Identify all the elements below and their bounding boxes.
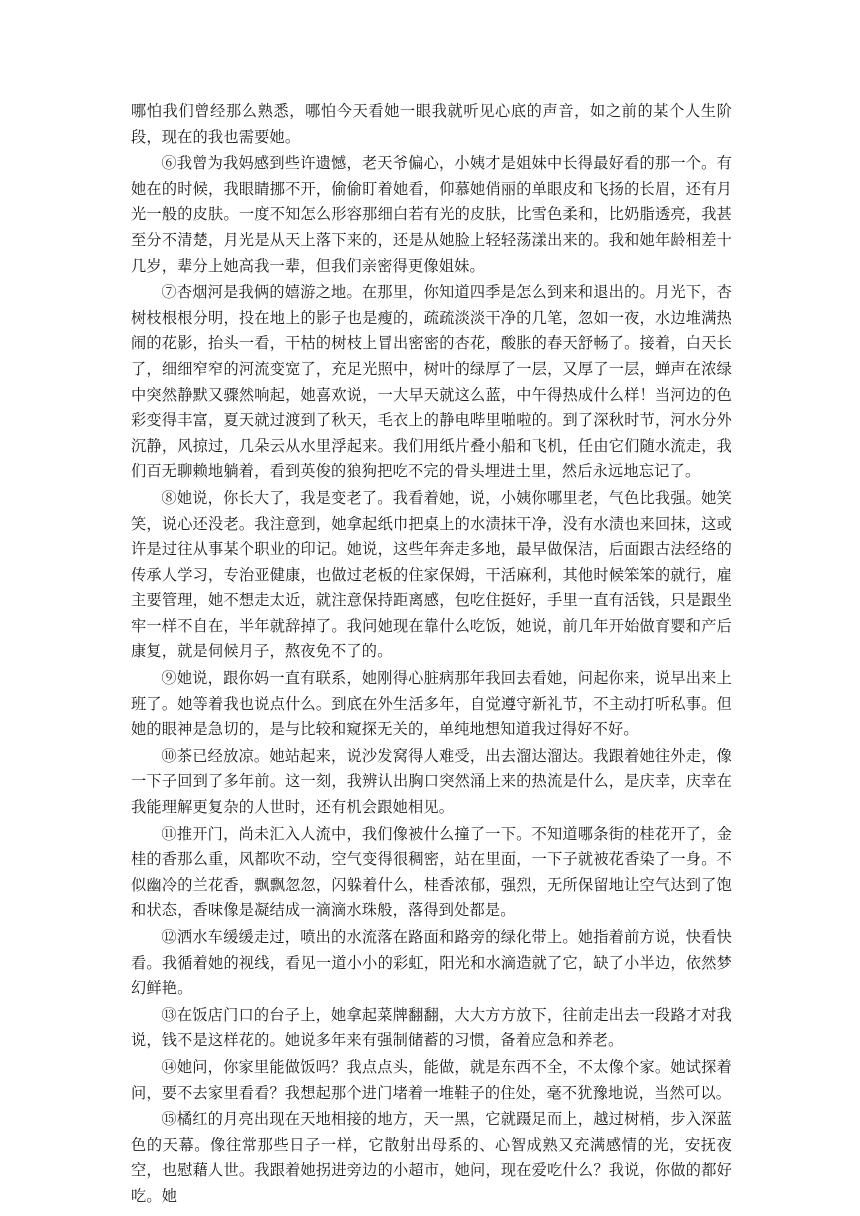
paragraph-14: ⑭她问，你家里能做饭吗？我点点头，能做，就是东西不全，不太像个家。她试探着问，要不去家里看看？我想起那个进门堵着一堆鞋子的住处，毫不犹豫地说，当然可以。 (131, 1057, 732, 1102)
paragraph-10: ⑩茶已经放凉。她站起来，说沙发窝得人难受，出去溜达溜达。我跟着她往外走，像一下子回到了多年前。这一刻，我辨认出胸口突然涌上来的热流是什么，是庆幸，庆幸在我能理解更复杂的人世时，还有机会跟她相见。 (131, 746, 732, 817)
paragraph-13: ⑬在饭店门口的台子上，她拿起菜牌翻翻，大大方方放下，往前走出去一段路才对我说，钱不是这样花的。她说多年来有强制储蓄的习惯，备着应急和养老。 (131, 1005, 732, 1050)
paragraph-8: ⑧她说，你长大了，我是变老了。我看着她，说，小姨你哪里老，气色比我强。她笑笑，说心还没老。我注意到，她拿起纸巾把桌上的水渍抹干净，没有水渍也来回抹，这或许是过往从事某个职业的印记。她说，这些年奔走多地，最早做保洁，后面跟古法经络的传承人学习，专治亚健康，也做过老板的住家保姆，干活麻利，其他时候笨笨的就行，雇主要管理，她不想走太近，就注意保持距离感，包吃住挺好，手里一直有活钱，只是跟坐牢一样不自在，半年就辞掉了。我问她现在靠什么吃饭，她说，前几年开始做育婴和产后康复，就是伺候月子，熬夜免不了的。 (131, 488, 732, 661)
paragraph-7: ⑦杏烟河是我俩的嬉游之地。在那里，你知道四季是怎么到来和退出的。月光下，杏树枝根根分明，投在地上的影子也是瘦的，疏疏淡淡干净的几笔，忽如一夜，水边堆满热闹的花影，抬头一看，干枯的树枝上冒出密密的杏花，酸胀的春天舒畅了。接着，白天长了，细细窄窄的河流变宽了，充足光照中，树叶的绿厚了一层，又厚了一层，蝉声在浓绿中突然静默又骤然响起，她喜欢说，一大早天就这么蓝，中午得热成什么样！当河边的色彩变得丰富，夏天就过渡到了秋天，毛衣上的静电哔里啪啦的。到了深秋时节，河水分外沉静，风掠过，几朵云从水里浮起来。我们用纸片叠小船和飞机，任由它们随水流走，我们百无聊赖地躺着，看到英俊的狼狗把吃不完的骨头埋进土里，然后永远地忘记了。 (131, 283, 732, 481)
paragraph-15: ⑮橘红的月亮出现在天地相接的地方，天一黑，它就蹑足而上，越过树梢，步入深蓝色的天幕。像往常那些日子一样，它散射出母系的、心智成熟又充满感情的光，安抚夜空，也慰藉人世。我跟着她拐进旁边的小超市，她问，现在爱吃什么？我说，你做的都好吃。她 (131, 1110, 732, 1205)
paragraph-6: ⑥我曾为我妈感到些许遗憾，老天爷偏心，小姨才是姐妹中长得最好看的那一个。有她在的时候，我眼睛挪不开，偷偷盯着她看，仰慕她俏丽的单眼皮和飞扬的长眉，还有月光一般的皮肤。一度不知怎么形容那细白若有光的皮肤，比雪色柔和，比奶脂透亮，我甚至分不清楚，月光是从天上落下来的，还是从她脸上轻轻荡漾出来的。我和她年龄相差十几岁，辈分上她高我一辈，但我们亲密得更像姐妹。 (131, 154, 732, 275)
paragraph-11: ⑪推开门，尚未汇入人流中，我们像被什么撞了一下。不知道哪条街的桂花开了，金桂的香那么重，风都吹不动，空气变得很稠密，站在里面，一下子就被花香染了一身。不似幽冷的兰花香，飘飘忽忽，闪躲着什么，桂香浓郁，强烈，无所保留地让空气达到了饱和状态，香味像是凝结成一滴滴水珠般，落得到处都是。 (131, 824, 732, 920)
article-body (131, 99, 732, 1210)
paragraph-12: ⑫洒水车缓缓走过，喷出的水流落在路面和路旁的绿化带上。她指着前方说，快看快看。我循着她的视线，看见一道小小的彩虹，阳光和水滴造就了它，缺了小半边，依然梦幻鲜艳。 (131, 928, 732, 998)
paragraph-9: ⑨她说，跟你妈一直有联系，她刚得心脏病那年我回去看她，问起你来，说早出来上班了。她等着我也说点什么。到底在外生活多年，自觉遵守新礼节，不主动打听私事。但她的眼神是急切的，是与比较和窥探无关的，单纯地想知道我过得好不好。 (131, 669, 732, 739)
paragraph-continued: 哪怕我们曾经那么熟悉，哪怕今天看她一眼我就听见心底的声音，如之前的某个人生阶段，现在的我也需要她。 (131, 102, 732, 146)
